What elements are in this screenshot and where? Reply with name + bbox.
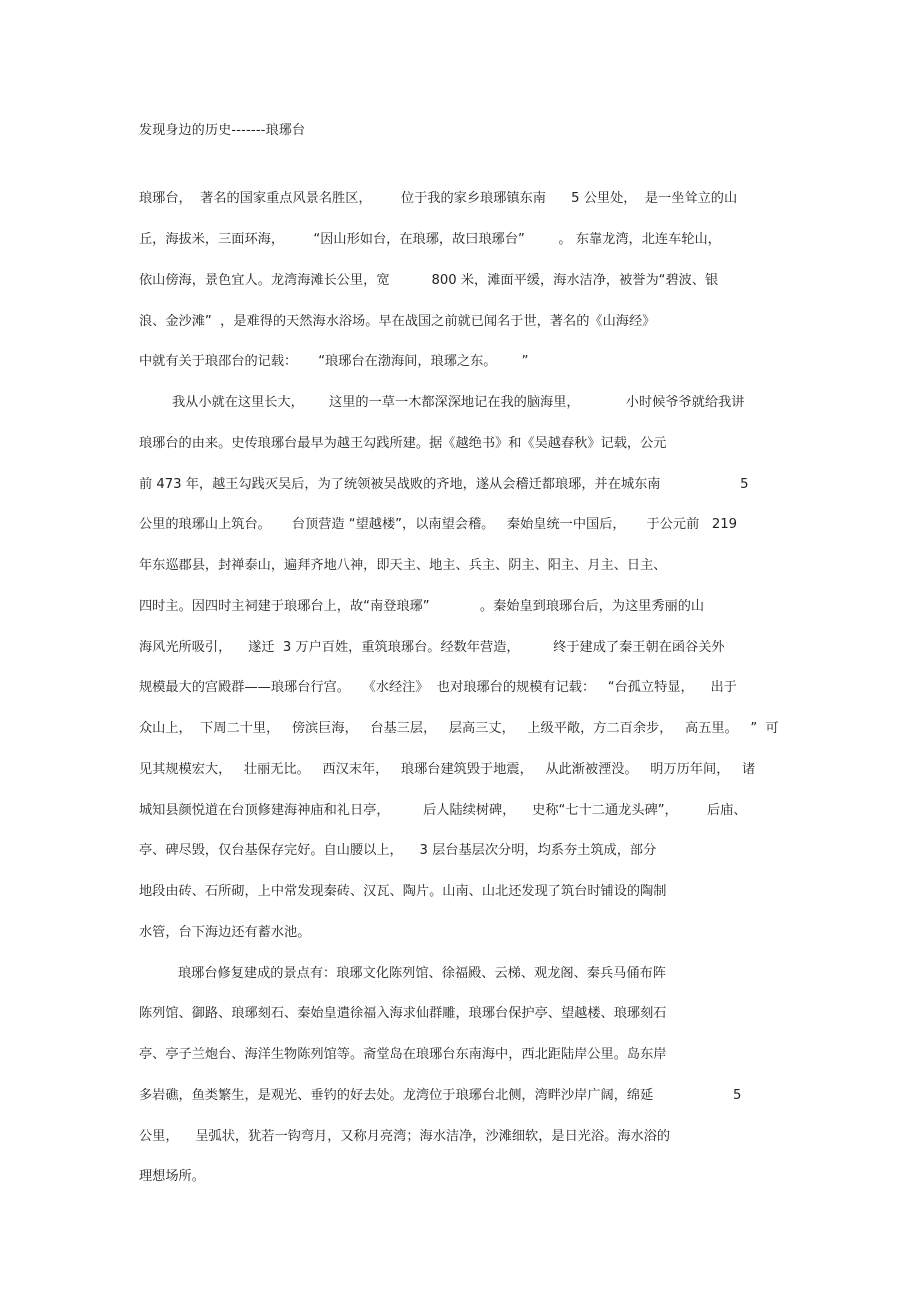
paragraph-2-line-5: 年东巡郡县，封禅泰山，遍拜齐地八神，即天主、地主、兵主、阴主、阳主、月主、日主、: [139, 558, 667, 573]
paragraph-3-line-5: 公里， 呈弧状，犹若一钩弯月，又称月亮湾；海水洁净，沙滩细软，是日光浴。海水浴的: [139, 1129, 671, 1144]
paragraph-2-line-13: 地段由砖、石所砌，上中常发现秦砖、汉瓦、陶片。山南、山北还发现了筑台时铺设的陶制: [139, 884, 667, 899]
paragraph-3-line-4: 多岩礁，鱼类繁生，是观光、垂钓的好去处。龙湾位于琅琊台北侧，湾畔沙岸广阔，绵延 5: [139, 1088, 742, 1103]
paragraph-2-line-14: 水管，台下海边还有蓄水池。: [139, 925, 311, 940]
paragraph-2-line-1: 我从小就在这里长大， 这里的一草一木都深深地记在我的脑海里， 小时候爷爷就给我讲: [172, 395, 745, 410]
paragraph-3-line-6: 理想场所。: [139, 1169, 205, 1184]
paragraph-2-line-3: 前 473 年，越王勾践灭吴后，为了统领被吴战败的齐地，遂从会稽迁都琅琊，并在城东南 5: [139, 477, 749, 492]
paragraph-3-line-3: 亭、亭子兰炮台、海洋生物陈列馆等。斋堂岛在琅琊台东南海中，西北距陆岸公里。岛东岸: [139, 1047, 667, 1062]
paragraph-2-line-8: 规模最大的宫殿群——琅琊台行宫。 《水经注》 也对琅琊台的规模有记载： “台孤立特显， 出于: [139, 680, 737, 695]
paragraph-2-line-9: 众山上， 下周二十里， 傍滨巨海， 台基三层， 层高三丈， 上级平敞，方二百余步， 高五里。 ” 可: [139, 721, 779, 736]
paragraph-2-line-6: 四时主。因四时主祠建于琅琊台上，故“南登琅琊” 。秦始皇到琅琊台后，为这里秀丽的山: [139, 599, 705, 614]
paragraph-1-line-5: 中就有关于琅邵台的记载： “琅琊台在渤海间，琅琊之东。 ”: [139, 354, 529, 369]
paragraph-3-line-2: 陈列馆、御路、琅琊刻石、秦始皇遣徐福入海求仙群雕，琅琊台保护亭、望越楼、琅琊刻石: [139, 1006, 667, 1021]
paragraph-2-line-10: 见其规模宏大， 壮丽无比。 西汉末年， 琅琊台建筑毁于地震， 从此渐被湮没。 明万历年间， 诸: [139, 762, 756, 777]
paragraph-2-line-2: 琅琊台的由来。史传琅琊台最早为越王勾践所建。据《越绝书》和《吴越春秋》记载，公元: [139, 436, 667, 451]
paragraph-2-line-4: 公里的琅琊山上筑台。 台顶营造 “望越楼”，以南望会稽。 秦始皇统一中国后， 于公元前 219: [139, 517, 738, 532]
paragraph-1-line-2: 丘，海拔米，三面环海， “因山形如台，在琅琊，故曰琅琊台” 。 东靠龙湾，北连车轮山，: [139, 232, 721, 247]
paragraph-2-line-7: 海风光所吸引， 遂迁 3 万户百姓，重筑琅琊台。经数年营造， 终于建成了秦王朝在函谷关外: [139, 640, 725, 655]
paragraph-1-line-4: 浪、金沙滩” ，是难得的天然海水浴场。早在战国之前就已闻名于世，著名的《山海经》: [139, 314, 656, 329]
paragraph-1-line-3: 依山傍海，景色宜人。龙湾海滩长公里，宽 800 米，滩面平缓，海水洁净，被誉为“碧波、银: [139, 273, 719, 288]
paragraph-1-line-1: 琅琊台， 著名的国家重点风景名胜区， 位于我的家乡琅琊镇东南 5 公里处， 是一坐耸立的山: [139, 191, 738, 206]
paragraph-2-line-11: 城知县颜悦道在台顶修建海神庙和礼日亭， 后人陆续树碑， 史称“七十二通龙头碑”， 后庙、: [139, 803, 747, 818]
paragraph-3-line-1: 琅琊台修复建成的景点有：琅琊文化陈列馆、徐福殿、云梯、观龙阁、秦兵马俑布阵: [178, 966, 666, 981]
document-title: 发现身边的历史-------琅琊台: [139, 123, 306, 138]
paragraph-2-line-12: 亭、碑尽毁，仅台基保存完好。自山腰以上， 3 层台基层次分明，均系夯土筑成，部分: [139, 843, 657, 858]
